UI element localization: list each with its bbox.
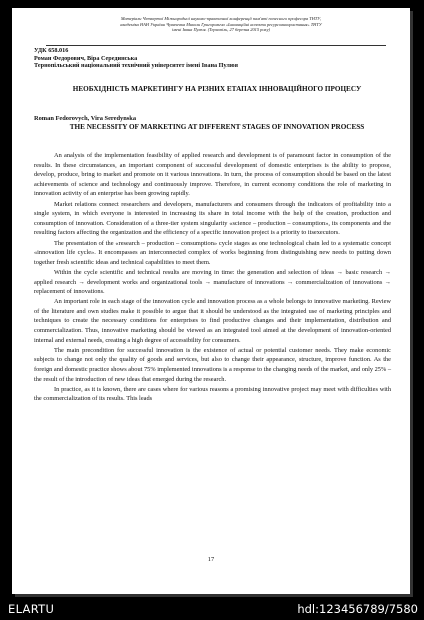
document-page [12,8,410,594]
body-paragraph: An analysis of the implementation feasibility of applied research and development is of paramount factor in consumption of the results. In these circumstances, an important component of successful development of domestic enterprises is the ability to propose, develop, produce, bring to market and promote on it various innovations. In turn, the process of consumption should be based on the latest achievements of science and technology and continuously improve. Therefore, in current economy conditions the role of marketing in innovation activity of an enterprise has been growing rapidly. [34,152,391,198]
header-line: Матеріали Четвертої Міжнародної науково-практичної конференції пам'яті почесного професора ТНТУ, [120,16,322,21]
header-divider [46,45,386,46]
authors-english: Roman Fedorovych, Vira Seredynska [34,115,137,122]
article-meta [34,47,394,70]
repository-name: ELARTU [8,602,55,616]
page-number: 17 [207,556,215,563]
title-english: THE NECESSITY OF MARKETING AT DIFFERENT STAGES OF INNOVATION PROCESS [69,123,365,131]
body-paragraph: An important role in each stage of the innovation cycle and innovation process as a whole belongs to innovative marketing. Review of the literature and own studies make it possible to argue that it should be understood as the integrated use of marketing principles and techniques to create the necessary conditions for enterprises to find productive changes and their implementation, distribution and commercialization. Thus, innovative marketing should be viewed as an integrated tool aimed at the development of innovation-oriented internal and external needs, creating a high degree of accessibility for consumers. [34,298,391,344]
header-line: імені Івана Пулюя. (Тернопіль, 27 березня 2015 року) [172,27,270,33]
body-paragraph: In practice, as it is known, there are cases where for various reasons a promising innovative project may meet with difficulties with the commercialization of its results. This leads [34,385,391,403]
body-paragraph: The presentation of the «research – production – consumption» cycle stages as one technological chain led to a systematic concept «innovation life cycle». It encompasses an interconnected complex of works beginning from distinguishing new needs to putting down together fresh scientific ideas and technical capabilities to meet them. [34,239,391,266]
conference-header [60,16,382,33]
article-body [34,151,391,405]
affiliation: Тернопільський національний технічний університет імені Івана Пулюя [34,62,238,70]
header-line: академіка НАН України Чувачевка Миколи Григоровича «Інноваційні аспекти ресурсовикористання» ТНТУ [120,21,322,27]
title-ukrainian: НЕОБХІДНІСТЬ МАРКЕТИНГУ НА РІЗНИХ ЕТАПАХ ІННОВАЦІЙНОГО ПРОЦЕСУ [72,85,362,93]
body-paragraph: The main precondition for successful innovation is the existence of actual or potential customer needs. They make economic subjects to change not only the quality of goods and services, but also to change their appearance, structure, improve function. As the foreign and domestic practice shows about 75% implemented innovations is a response to the changing needs of the market, and only 25% – the result of the introduction of new ideas that emerged during the research. [34,346,391,383]
body-paragraph: Market relations connect researchers and developers, manufacturers and consumers through the indicators of profitability into a single system, in which everyone is interested in increasing its share in total income with the help of the creation, production and consumption of innovation. Consideration of a three-tier system singularity «science – production – consumption», its components and the resulting factors affecting the organization and the efficiency of a specific innovation project is a priority to itsexecutors. [34,200,391,237]
handle-identifier[interactable]: hdl:123456789/7580 [297,602,418,616]
udc-code: УДК 658.016 [34,47,69,54]
body-paragraph: Within the cycle scientific and technical results are moving in time: the generation and selection of ideas → basic research → applied research → development works and organizational tools → manufacture of innovations → commercialization of innovations → replacement of innovations. [34,268,391,296]
authors-ukrainian: Роман Федорович, Віра Серединська [34,54,138,62]
